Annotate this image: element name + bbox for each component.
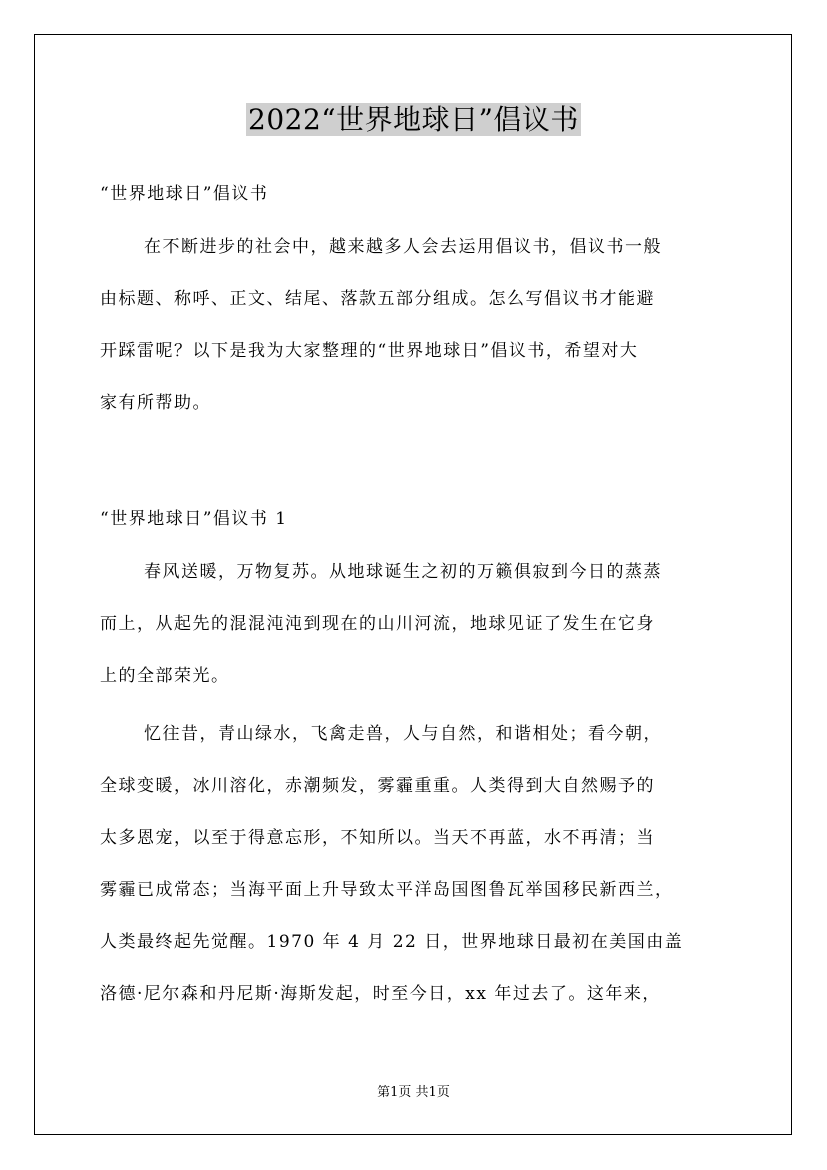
document-title [0, 97, 827, 143]
paragraph-line: 太多恩宠，以至于得意忘形，不知所以。当天不再蓝，水不再清；当 [100, 828, 655, 848]
paragraph-line: 忆往昔，青山绿水，飞禽走兽，人与自然，和谐相处；看今朝， [144, 724, 662, 744]
paragraph-line: 雾霾已成常态；当海平面上升导致太平洋岛国图鲁瓦举国移民新西兰， [100, 880, 674, 900]
paragraph-1 [100, 546, 662, 702]
paragraph-line: 由标题、称呼、正文、结尾、落款五部分组成。怎么写倡议书才能避 [100, 289, 655, 309]
page-footer: 第1页 共1页 [377, 1085, 450, 1100]
document-title-text: 2022“世界地球日”倡议书 [248, 103, 579, 136]
paragraph-line: 而上，从起先的混混沌沌到现在的山川河流，地球见证了发生在它身 [100, 614, 655, 634]
paragraph-line: 开踩雷呢？以下是我为大家整理的“世界地球日”倡议书，希望对大 [100, 341, 639, 361]
paragraph-line: 人类最终起先觉醒。1970 年 4 月 22 日，世界地球日最初在美国由盖 [100, 932, 684, 952]
paragraph-2 [100, 708, 683, 1020]
paragraph-line: 在不断进步的社会中，越来越多人会去运用倡议书，倡议书一般 [144, 237, 662, 257]
intro-paragraph [100, 221, 662, 429]
paragraph-line: 洛德·尼尔森和丹尼斯·海斯发起，时至今日，xx 年过去了。这年来， [100, 984, 661, 1004]
paragraph-line: 家有所帮助。 [100, 393, 211, 413]
intro-heading: “世界地球日”倡议书 [100, 184, 269, 204]
paragraph-line: 上的全部荣光。 [100, 666, 230, 686]
paragraph-line: 春风送暖，万物复苏。从地球诞生之初的万籁俱寂到今日的蒸蒸 [144, 562, 662, 582]
paragraph-line: 全球变暖，冰川溶化，赤潮频发，雾霾重重。人类得到大自然赐予的 [100, 776, 655, 796]
section-heading-1: “世界地球日”倡议书 1 [100, 509, 288, 529]
